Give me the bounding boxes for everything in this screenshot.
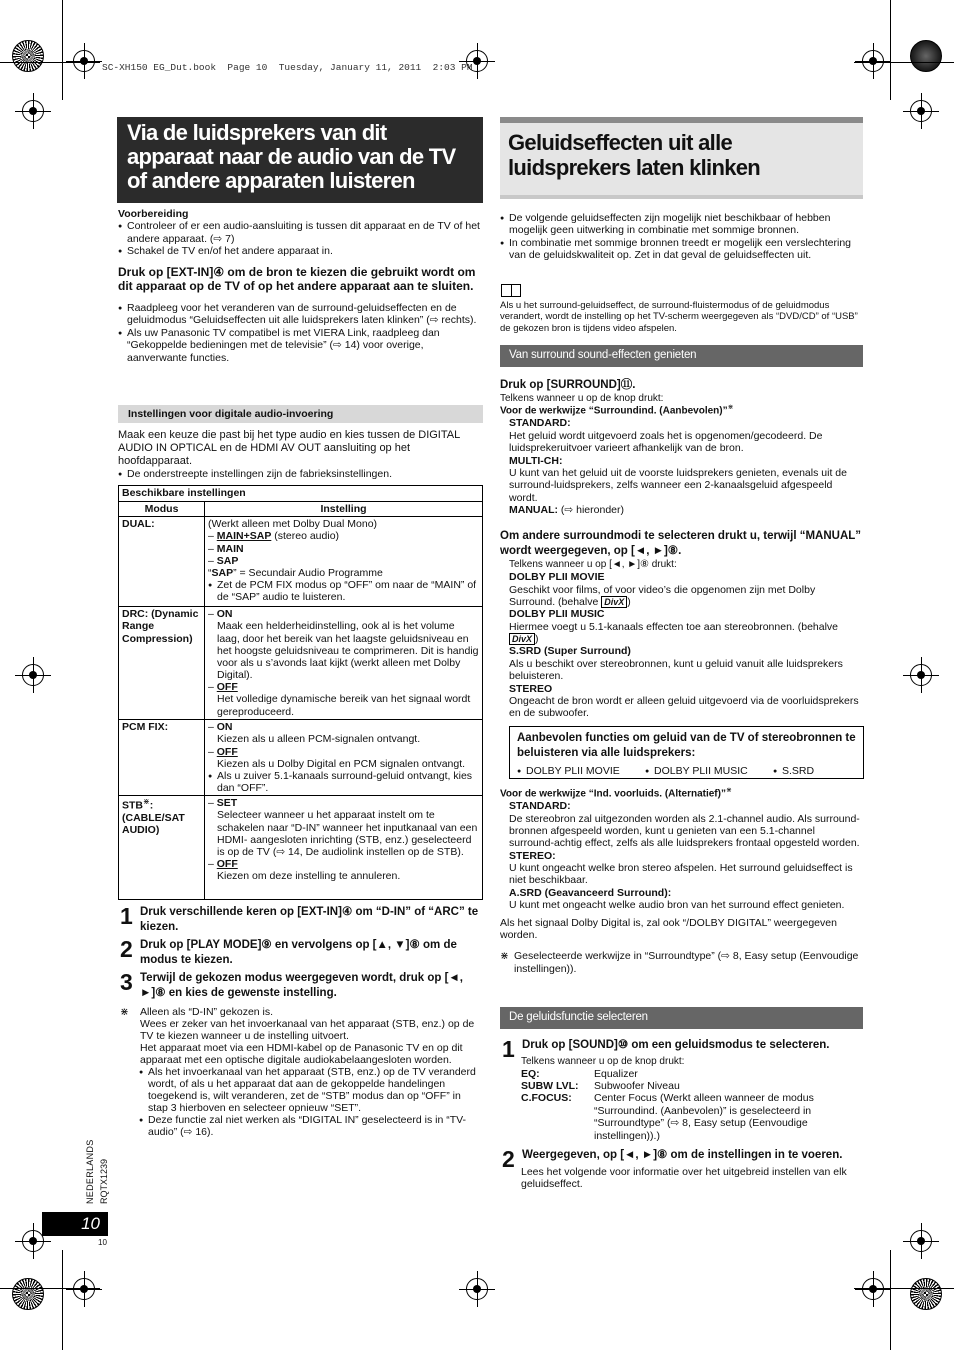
sound-step-1-detail [502, 1056, 864, 1142]
registration-star-bottom-right [910, 1278, 942, 1310]
box-item: ● S.SRD [773, 765, 814, 777]
manual-line [509, 504, 862, 516]
mode-desc: Als u beschikt over stereobronnen, kunt u geluid vanuit alle luidsprekers beluisteren. [509, 657, 843, 683]
drc-option-off: – OFF [208, 681, 238, 694]
mode-desc: (⇨ hieronder) [558, 504, 624, 517]
option-desc: Kiezen om deze instelling te annuleren. [217, 870, 401, 883]
dual-option-label: MAIN [216, 542, 244, 555]
crosshair-bottom-right [862, 1278, 884, 1300]
stb-option-set: – SET [208, 797, 238, 810]
crosshair-bottom-left [73, 1278, 95, 1300]
mode-label: DOLBY PLII MOVIE [509, 571, 605, 584]
crop-line [0, 1288, 100, 1289]
footnote-bullet: ● Deze functie zal niet werken als “DIGITAL IN” geselecteerd is in “TV-audio” (⇨ 16). [140, 1115, 482, 1139]
digital-intro-block [118, 429, 484, 480]
option-desc: Selecteer wanneer u het apparaat instelt om te schakelen naar “D-IN” wanneer het inputkanaal van een HDMI- aangesloten inrichting (STB, enz.) geselecteerd is op de TV (⇨ 14, De audiolink instellen op de STB). [217, 809, 478, 858]
crop-line [854, 62, 954, 63]
press-surround: Druk op [SURROUND]⑪. [500, 379, 636, 391]
movie-desc: Geschikt voor films, of voor video’s die opgenomen zijn met Dolby Surround. (behalve DivX ) [509, 583, 816, 608]
surround-section [500, 379, 862, 720]
mode-dual: DUAL: [119, 517, 205, 607]
stb-option-off: – OFF [208, 858, 238, 871]
step-1 [120, 905, 485, 935]
footnote-line: Alleen als “D-IN” gekozen is. [140, 1006, 274, 1018]
sap-definition: “SAP” = Secundair Audio Programme [208, 566, 383, 579]
recommended-mode-heading [500, 404, 862, 417]
digital-intro: Maak een keuze die past bij het type audio en kies tussen de DIGITAL AUDIO IN OPTICAL en de HDMI AV OUT aansluiting op het hoofdapparaat. [118, 429, 460, 467]
each-time: Telkens wanneer u op [◄, ►]⑧ drukt: [509, 559, 677, 571]
sidebar-code: RQTX1239 [99, 1158, 109, 1204]
dual-option: – MAIN [208, 542, 244, 555]
crosshair-left-lower [22, 1230, 44, 1252]
footnote-line: Het apparaat moet via een HDMI-kabel op de Panasonic TV en op dit apparaat met een optische digitale audiokabelaangesloten worden. [140, 1041, 463, 1066]
registration-star-top-left [12, 40, 44, 72]
digital-note: ● De onderstreepte instellingen zijn de fabrieksinstellingen. [118, 468, 484, 480]
crosshair-left-middle [22, 664, 44, 686]
crosshair-right-upper [910, 100, 932, 122]
option-label: OFF [216, 745, 238, 758]
mode-desc: Hiermee voegt u 5.1-kanaals effecten toe aan stereobronnen. (behalve [509, 620, 839, 633]
step-2 [120, 935, 485, 968]
settings-table [118, 485, 483, 900]
setting-dual [205, 517, 483, 607]
step-3 [120, 968, 485, 1001]
footnote-text: Geselecteerde werkwijze in “Surroundtype” (⇨ 8, Easy setup (Eenvoudige instellingen)). [514, 950, 859, 975]
alternative-section [500, 787, 862, 975]
prep-item: ● Controleer of er een audio-aansluiting is tussen dit apparaat en de TV of het andere apparaat. (⇨ 7) [118, 220, 484, 245]
mode-desc: De stereobron zal uitgezonden worden als 2.1-channel audio. Als surround-bronnen afgespeeld worden, kunt u genieten van een 5.1-channel surround-achtig effect, zelfs als alle luidsprekers frontaal opgesteld worden. [509, 812, 860, 850]
music-desc: Hiermee voegt u 5.1-kanaals effecten toe aan stereobronnen. (behalve DivX ) [509, 620, 839, 646]
sound-row [521, 1080, 864, 1092]
table-caption: Beschikbare instellingen [119, 486, 483, 502]
pcm-bullet: ● Als u zuiver 5.1-kanaals surround-geluid ontvangt, kies dan “OFF”. [208, 770, 479, 794]
crop-line [854, 1288, 954, 1289]
recommended-list [500, 417, 862, 516]
right-intro [500, 212, 862, 262]
mode-label: STANDARD: [509, 800, 571, 813]
pcm-option-on: – ON [208, 721, 233, 734]
other-modes-instruction: Om andere surroundmodi te selecteren drukt u, terwijl “MANUAL” wordt weergegeven, op [◄, ►]⑧. [500, 530, 862, 558]
mode-label: STEREO [509, 682, 553, 695]
mode-label: MANUAL: [509, 504, 558, 517]
settings-table-wrap [118, 485, 483, 900]
mode-label: S.SRD (Super Surround) [509, 645, 631, 658]
stb-label-cont: : (CABLE/SAT AUDIO) [122, 799, 185, 837]
sound-value: Center Focus (Werkt alleen wanneer de modus “Surroundind. (Aanbevolen)” is geselecteerd in “Surroundtype” (⇨ 8, Easy setup (Eenvoudige instellingen)).) [594, 1092, 814, 1142]
sound-function-subheading: De geluidsfunctie selecteren [500, 1007, 863, 1029]
mode-label: DOLBY PLII MUSIC [509, 608, 605, 621]
manual-list [500, 559, 862, 719]
crosshair-left-upper [22, 100, 44, 122]
sound-key: SUBW LVL: [521, 1080, 579, 1093]
step-text: Terwijl de gekozen modus weergegeven wordt, druk op [◄, ►]⑧ en kies de gewenste instelling. [140, 971, 463, 999]
page-number: 10 [81, 1214, 100, 1233]
step-number: 2 [502, 1145, 515, 1172]
dual-bullet: ● Zet de PCM FIX modus op “OFF” om naar de “MAIN” of de “SAP” audio te luisteren. [208, 579, 479, 603]
step-text: Druk verschillende keren op [EXT-IN]④ om “D-IN” of “ARC” te kiezen. [140, 906, 479, 933]
page-number-small: 10 [98, 1238, 107, 1247]
option-desc: Het volledige dynamische bereik van het signaal wordt gereproduceerd. [217, 693, 471, 718]
stb-label: STB [122, 799, 143, 812]
main-instruction: Druk op [EXT-IN]④ om de bron te kiezen die gebruikt wordt om dit apparaat op de TV of op het andere apparaat aan te sluiten. [118, 264, 476, 294]
mode-desc: Ongeacht de bron wordt er alleen geluid uitgevoerd via de voorluidsprekers en de subwoofer. [509, 694, 859, 720]
option-desc: Kiezen als u alleen PCM-signalen ontvangt. [217, 733, 421, 746]
step-number: 1 [502, 1036, 515, 1062]
registration-star-top-right [910, 40, 942, 72]
option-desc: Maak een helderheidinstelling, ook al is het volume laag, door het bereik van het laagste geluidsniveau en het hoogste geluidsniveau te comprimeren. Dit is handig voor als u s’avonds laat kijkt (werkt alleen met Dolby Digital). [217, 620, 479, 682]
rec-mode: Voor de werkwijze “Surroundind. (Aanbevolen)” [500, 405, 728, 417]
table-row [119, 607, 483, 720]
mode-drc: DRC: (Dynamic Range Compression) [119, 607, 205, 720]
registration-star-bottom-left [12, 1278, 44, 1310]
footnote-bullet: ● Als het invoerkanaal van het apparaat (STB, enz.) op de TV veranderd wordt, of als u het apparaat dat aan de gekoppelde handelingen toegekend is, wilt veranderen, zet de “STB” modus dan op “OFF” in stap 3 hierboven en selecteer opnieuw “SET”. [140, 1067, 482, 1115]
recommended-functions-box [509, 726, 864, 779]
mode-desc: Het geluid wordt uitgevoerd zoals het is opgenomen/gecodeerd. De luidsprekeruitvoer varieert afhankelijk van de bron. [509, 429, 823, 455]
page-number-box [42, 1212, 108, 1236]
left-footnote [120, 1007, 482, 1139]
setting-pcm-fix [205, 720, 483, 796]
option-desc: Kiezen als u Dolby Digital en PCM signalen ontvangt. [217, 757, 466, 770]
mode-desc: U kunt ongeacht welke bron stereo afspelen. Het surround geluidseffect is niet beschikbaar. [509, 862, 853, 887]
print-header: SC-XH150 EG_Dut.book Page 10 Tuesday, January 11, 2011 2:03 PM [102, 62, 473, 73]
step-text: Druk op [SOUND]⑩ om een geluidsmodus te selecteren. [522, 1039, 830, 1051]
crop-line [890, 1250, 891, 1350]
mode-label: STEREO: [509, 849, 556, 862]
note-book-icon [501, 284, 521, 297]
note-item: ● Als uw Panasonic TV compatibel is met VIERA Link, raadpleeg dan “Gekoppelde bedieningen met de televisie” (⇨ 14) voor overige, aanverwante functies. [118, 327, 484, 364]
divx-badge: DivX [601, 596, 627, 608]
prep-heading: Voorbereiding [118, 208, 189, 220]
intro-bullet: ● In combinatie met sommige bronnen treedt er mogelijk een verslechtering van de geluidskwaliteit op. Zet in dat geval de geluidseffecten uit. [500, 237, 862, 262]
alternative-mode-heading [500, 787, 862, 800]
option-label: ON [216, 608, 233, 621]
crosshair-right-lower [910, 1230, 932, 1252]
mode-label: MULTI-CH: [509, 454, 563, 467]
note-text: Als u het surround-geluidseffect, de surround-fluistermodus of de geluidmodus verandert, wordt de instelling op het TV-scherm weergegeven als “DVD/CD” of “USB” de gekozen bron is tijdens video afspelen. [500, 300, 858, 334]
crosshair-right-middle [910, 664, 932, 686]
digital-settings-subheading: Instellingen voor digitale audio-invoering [118, 405, 483, 423]
box-items [517, 765, 856, 777]
divx-badge: DivX [509, 633, 535, 645]
surround-subheading: Van surround sound-effecten genieten [500, 345, 863, 367]
alt-mode: Voor de werkwijze “Ind. voorluids. (Alternatief)” [500, 788, 726, 800]
note-item: ● Raadpleeg voor het veranderen van de surround-geluidseffecten en de geluidmodus “Geluidseffecten uit alle luidsprekers laten klinken” (⇨ rechts). [118, 302, 484, 327]
sound-row [521, 1068, 864, 1080]
dual-option-label: SAP [216, 554, 239, 567]
alternative-list [500, 800, 862, 911]
dual-note: (Werkt alleen met Dolby Dual Mono) [208, 518, 378, 531]
setting-stb [205, 796, 483, 900]
sound-value: Equalizer [594, 1067, 638, 1080]
box-item: ● DOLBY PLII MUSIC [645, 765, 773, 777]
mode-label: A.SRD (Geavanceerd Surround): [509, 886, 672, 899]
dual-option: – MAIN+SAP (stereo audio) [208, 530, 340, 543]
step-number: 1 [120, 903, 133, 929]
sound-row [521, 1092, 864, 1142]
sound-key: C.FOCUS: [521, 1092, 572, 1105]
step-detail: Lees het volgende voor informatie over het uitgebreid instellen van elk geluidseffect. [521, 1165, 847, 1191]
sap-term: SAP [211, 566, 234, 579]
footnote-mark: ⋇ [500, 950, 509, 963]
step-text: Weergegeven, op [◄, ►]⑧ om de instellingen in te voeren. [522, 1148, 843, 1161]
box-item: ● DOLBY PLII MOVIE [517, 765, 645, 777]
setting-drc [205, 607, 483, 720]
drc-option-on: – ON [208, 608, 233, 621]
mode-desc: U kunt van het geluid uit de voorste luidsprekers genieten, evenals uit de surround-luidsprekers, zelfs wanneer een 2-kanaalsgeluid afgespeeld wordt. [509, 466, 847, 504]
column-header-mode: Modus [119, 502, 205, 517]
table-row [119, 796, 483, 900]
mode-pcm-fix: PCM FIX: [119, 720, 205, 796]
footnote-mark: ⋇ [143, 797, 150, 807]
crop-line [62, 1250, 63, 1350]
footnote-line: Wees er zeker van het invoerkanaal van het apparaat (STB, enz.) op de TV te kiezen wanneer u de instelling uitvoert. [140, 1017, 475, 1042]
option-label: SET [216, 797, 238, 810]
footnote-mark: ⋇ [120, 1006, 129, 1018]
sound-steps [502, 1038, 864, 1191]
step-number: 2 [120, 935, 133, 962]
crop-line [890, 0, 891, 100]
option-label: OFF [216, 858, 238, 871]
dual-option-label: MAIN+SAP [216, 530, 272, 543]
each-time: Telkens wanneer u op de knop drukt: [500, 392, 664, 404]
sound-value: Subwoofer Niveau [594, 1080, 680, 1093]
column-header-setting: Instelling [205, 502, 483, 517]
table-row [119, 517, 483, 607]
crosshair-bottom-center [466, 1278, 488, 1300]
option-label: ON [216, 721, 233, 734]
table-row [119, 720, 483, 796]
footnote-mark: ⋇ [725, 787, 732, 794]
sound-key: EQ: [521, 1067, 540, 1080]
option-label: OFF [216, 681, 238, 694]
sound-step-2 [502, 1145, 864, 1172]
crop-line [62, 0, 63, 100]
crosshair-top-right [862, 50, 884, 72]
left-page-title: Via de luidsprekers van dit apparaat naar de audio van de TV of andere apparaten luisteren [117, 117, 483, 203]
footnote-body [120, 1007, 482, 1139]
step-text: Druk op [PLAY MODE]⑨ en vervolgens op [▲, ▼]⑧ om de modus te kiezen. [140, 938, 457, 966]
each-time: Telkens wanneer u op de knop drukt: [521, 1055, 685, 1067]
dolby-note: Als het signaal Dolby Digital is, zal ook “/DOLBY DIGITAL” weergegeven worden. [500, 916, 837, 941]
prep-item: ● Schakel de TV en/of het andere apparaat in. [118, 245, 484, 257]
mode-desc: U kunt met ongeacht welke audio bron van het surround effect genieten. [509, 899, 845, 912]
right-page-title: Geluidseffecten uit alle luidsprekers laten klinken [500, 117, 863, 199]
mode-label: STANDARD: [509, 417, 571, 430]
mode-desc: Geschikt voor films, of voor video’s die opgenomen zijn met Dolby Surround. (behalve [509, 583, 816, 608]
step-number: 3 [120, 968, 133, 995]
sap-def: = Secundair Audio Programme [236, 566, 383, 579]
crosshair-top-left [73, 50, 95, 72]
right-footnote [500, 950, 862, 975]
dual-option-suffix: (stereo audio) [271, 530, 340, 543]
left-body [118, 208, 484, 364]
pcm-option-off: – OFF [208, 745, 238, 758]
crop-line [0, 62, 100, 63]
footnote-mark: ⋇ [727, 404, 734, 412]
dual-option: – SAP [208, 554, 239, 567]
left-steps [120, 905, 485, 1004]
box-title: Aanbevolen functies om geluid van de TV of stereobronnen te beluisteren via alle luidsprekers: [517, 732, 856, 759]
sidebar-language: NEDERLANDS [85, 1139, 95, 1204]
intro-bullet: ● De volgende geluidseffecten zijn mogelijk niet beschikbaar of hebben mogelijk geen uitwerking in combinatie met sommige bronnen. [500, 212, 862, 237]
mode-stb [119, 796, 205, 900]
